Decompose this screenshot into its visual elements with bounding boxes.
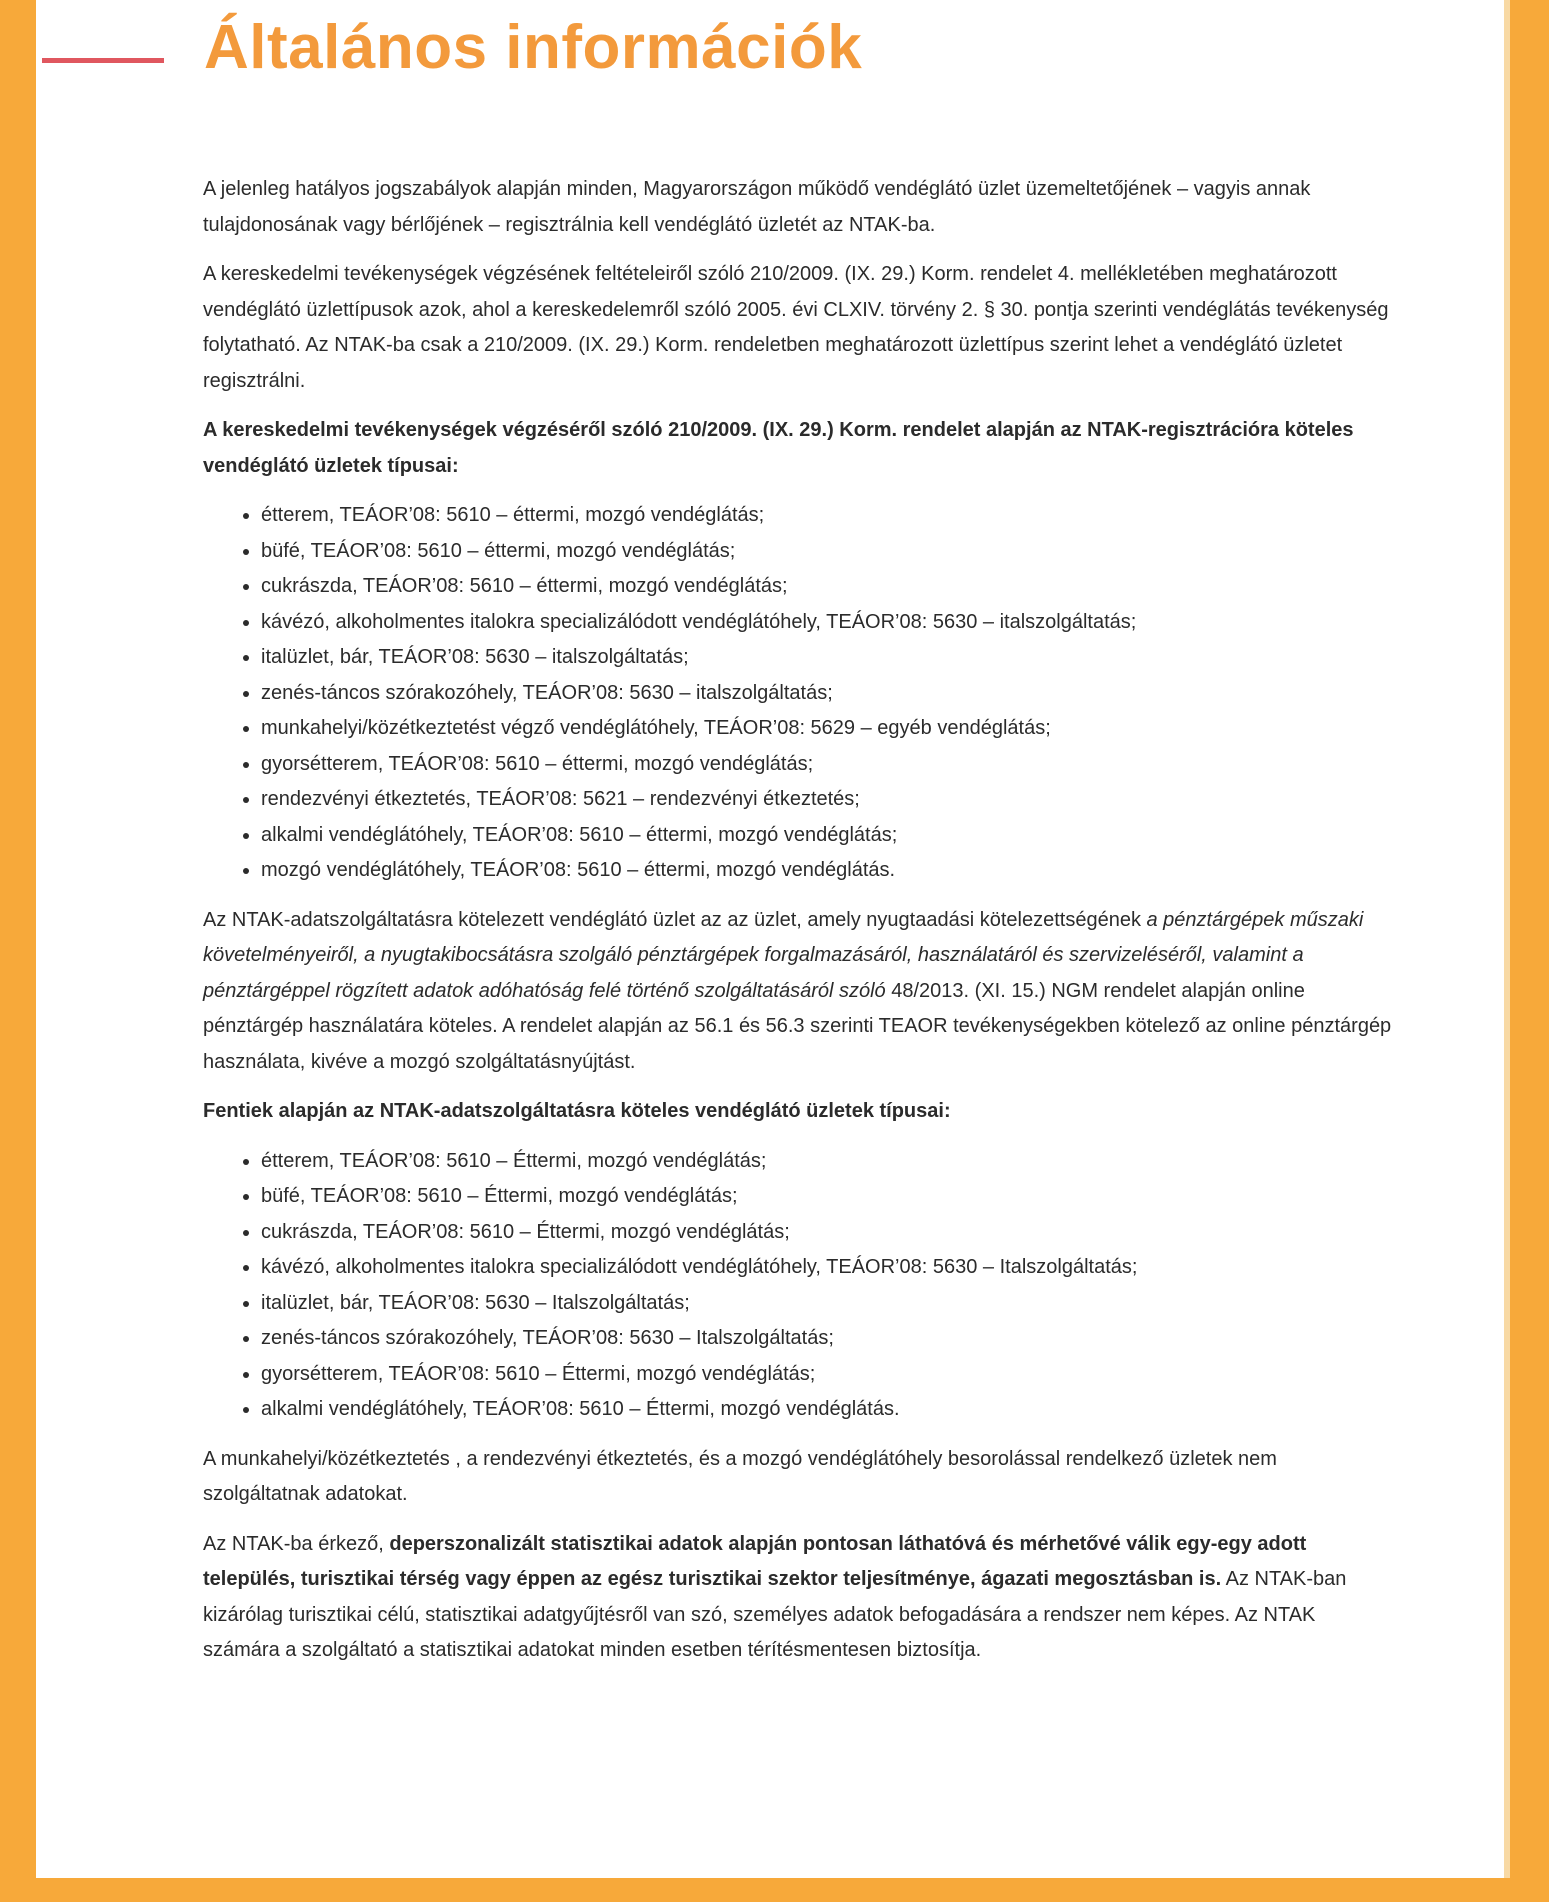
list-item: • kávézó, alkoholmentes italokra specializálódott vendéglátóhely, TEÁOR’08: 5630 – italszolgáltatás; — [261, 605, 1393, 641]
list-item: • rendezvényi étkeztetés, TEÁOR’08: 5621 – rendezvényi étkeztetés; — [261, 782, 1393, 818]
text-span: Az NTAK-adatszolgáltatásra kötelezett vendéglátó üzlet az az üzlet, amely nyugtaadási kötelezettségének — [203, 908, 1147, 931]
list-item: • étterem, TEÁOR’08: 5610 – éttermi, mozgó vendéglátás; — [261, 498, 1393, 534]
paragraph-exempt: A munkahelyi/közétkeztetés , a rendezvényi étkeztetés, és a mozgó vendéglátóhely besorolással rendelkező üzletek nem szolgáltatnak adatokat. — [203, 1447, 1277, 1505]
list-item: • étterem, TEÁOR’08: 5610 – Éttermi, mozgó vendéglátás; — [261, 1144, 1393, 1180]
list-item: • gyorsétterem, TEÁOR’08: 5610 – éttermi, mozgó vendéglátás; — [261, 747, 1393, 783]
document-page — [36, 0, 1510, 1878]
paragraph-intro: A jelenleg hatályos jogszabályok alapján minden, Magyarországon működő vendéglátó üzlet üzemeltetőjének – vagyis annak tulajdonosának vagy bérlőjének – regisztrálnia kell vendéglátó üzletét az NTAK-ba. — [203, 178, 1311, 236]
list-registration-types — [203, 498, 1393, 889]
text-span: 48/2013. (XI. 15.) NGM rendelet alapján online pénztárgép használatára köteles. A rendelet alapján az 56.1 és 56.3 szerinti TEAOR tevékenységekben kötelező az online pénztárgép használata, kivéve a mozgó szolgáltatásnyújtást. — [203, 979, 1392, 1073]
list-item: • zenés-táncos szórakozóhely, TEÁOR’08: 5630 – italszolgáltatás; — [261, 676, 1393, 712]
list-item: • gyorsétterem, TEÁOR’08: 5610 – Éttermi, mozgó vendéglátás; — [261, 1357, 1393, 1393]
text-span: Az NTAK-ban kizárólag turisztikai célú, statisztikai adatgyűjtésről van szó, személyes adatok befogadására a rendszer nem képes. Az NTAK számára a szolgáltató a statisztikai adatokat minden esetben térítésmentesen biztosítja. — [203, 1568, 1347, 1661]
list-item: • mozgó vendéglátóhely, TEÁOR’08: 5610 – éttermi, mozgó vendéglátás. — [261, 853, 1393, 889]
list-item: • alkalmi vendéglátóhely, TEÁOR’08: 5610 – éttermi, mozgó vendéglátás; — [261, 818, 1393, 854]
heading-data-provision-types: Fentiek alapján az NTAK-adatszolgáltatásra köteles vendéglátó üzletek típusai: — [203, 1100, 951, 1122]
text-span: Az NTAK-ba érkező, — [203, 1532, 390, 1555]
italic-span: a pénztárgépek műszaki követelményeiről, a nyugtakibocsátásra szolgáló pénztárgépek forgalmazásáról, használatáról és szervizeléséről, valamint a pénztárgéppel rögzített adatok adóhatóság felé történő szolgáltatásáról szóló — [203, 908, 1364, 1002]
list-item: • cukrászda, TEÁOR’08: 5610 – Éttermi, mozgó vendéglátás; — [261, 1215, 1393, 1251]
list-data-provision-types — [203, 1144, 1393, 1428]
heading-registration-types: A kereskedelmi tevékenységek végzéséről szóló 210/2009. (IX. 29.) Korm. rendelet alapján az NTAK-regisztrációra köteles vendéglátó üzletek típusai: — [203, 419, 1354, 477]
title-accent-rule — [42, 58, 164, 63]
list-item: • munkahelyi/közétkeztetést végző vendéglátóhely, TEÁOR’08: 5629 – egyéb vendéglátás; — [261, 711, 1393, 747]
list-item: • kávézó, alkoholmentes italokra specializálódott vendéglátóhely, TEÁOR’08: 5630 – Italszolgáltatás; — [261, 1250, 1393, 1286]
list-item: • cukrászda, TEÁOR’08: 5610 – éttermi, mozgó vendéglátás; — [261, 569, 1393, 605]
list-item: • italüzlet, bár, TEÁOR’08: 5630 – italszolgáltatás; — [261, 640, 1393, 676]
list-item: • büfé, TEÁOR’08: 5610 – éttermi, mozgó vendéglátás; — [261, 534, 1393, 570]
list-item: • alkalmi vendéglátóhely, TEÁOR’08: 5610 – Éttermi, mozgó vendéglátás. — [261, 1392, 1393, 1428]
paragraph-statistics — [203, 1527, 1393, 1669]
list-item: • italüzlet, bár, TEÁOR’08: 5630 – Italszolgáltatás; — [261, 1286, 1393, 1322]
list-item: • büfé, TEÁOR’08: 5610 – Éttermi, mozgó vendéglátás; — [261, 1179, 1393, 1215]
page-title: Általános információk — [204, 13, 863, 82]
bold-span: deperszonalizált statisztikai adatok alapján pontosan láthatóvá és mérhetővé válik egy-egy adott település, turisztikai térség vagy éppen az egész turisztikai szektor teljesítménye, ágazati megosztásban is. — [203, 1532, 1307, 1590]
paragraph-cash-register — [203, 903, 1393, 1081]
paragraph-regulation: A kereskedelmi tevékenységek végzésének feltételeiről szóló 210/2009. (IX. 29.) Korm. rendelet 4. mellékletében meghatározott vendéglátó üzlettípusok azok, ahol a kereskedelemről szóló 2005. évi CLXIV. törvény 2. § 30. pontja szerinti vendéglátás tevékenység folytatható. Az NTAK-ba csak a 210/2009. (IX. 29.) Korm. rendeletben meghatározott üzlettípus szerint lehet a vendéglátó üzletet regisztrálni. — [203, 263, 1389, 392]
document-body — [203, 172, 1393, 1683]
list-item: • zenés-táncos szórakozóhely, TEÁOR’08: 5630 – Italszolgáltatás; — [261, 1321, 1393, 1357]
